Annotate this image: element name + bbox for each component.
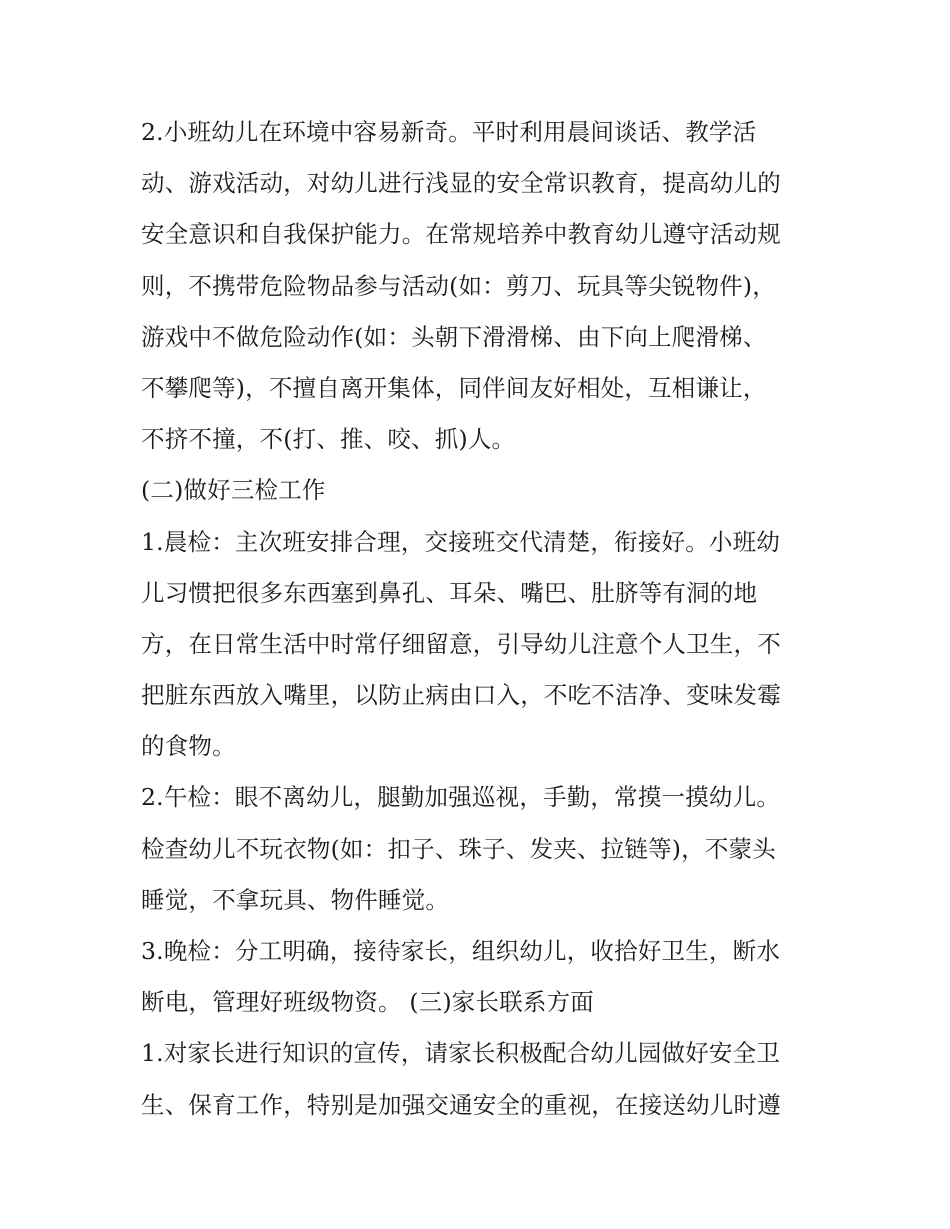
section-heading: (二)做好三检工作 [141,476,326,505]
text-line: 检查幼儿不玩衣物(如：扣子、珠子、发夹、拉链等)，不蒙头 [141,834,776,863]
document-body [141,107,821,1131]
text-line: 2.午检：眼不离幼儿，腿勤加强巡视，手勤，常摸一摸幼儿。 [141,783,781,812]
text-line: 的食物。 [141,732,236,761]
text-line: 方，在日常生活中时常仔细留意，引导幼儿注意个人卫生，不 [141,629,781,658]
text-line: 不挤不撞，不(打、推、咬、抓)人。 [141,425,516,454]
text-line: 把脏东西放入嘴里，以防止病由口入，不吃不洁净、变味发霉 [141,681,781,710]
text-line: 动、游戏活动，对幼儿进行浅显的安全常识教育，提高幼儿的 [141,169,781,198]
text-line: 睡觉，不拿玩具、物件睡觉。 [141,885,450,914]
text-line: 安全意识和自我保护能力。在常规培养中教育幼儿遵守活动规 [141,220,781,249]
text-line: 2.小班幼儿在环境中容易新奇。平时利用晨间谈话、教学活 [141,118,757,146]
text-line: 则，不携带危险物品参与活动(如：剪刀、玩具等尖锐物件)， [141,271,776,300]
text-line: 游戏中不做危险动作(如：头朝下滑滑梯、由下向上爬滑梯、 [141,322,767,351]
text-line: 1.晨检：主次班安排合理，交接班交代清楚，衔接好。小班幼 [141,527,781,556]
text-line: 断电，管理好班级物资。 (三)家长联系方面 [141,988,595,1017]
text-line: 儿习惯把很多东西塞到鼻孔、耳朵、嘴巴、肚脐等有洞的地 [141,578,758,607]
text-line: 不攀爬等)，不擅自离开集体，同伴间友好相处，互相谦让， [141,373,767,402]
text-line: 生、保育工作，特别是加强交通安全的重视，在接送幼儿时遵 [141,1090,781,1119]
text-line: 1.对家长进行知识的宣传，请家长积极配合幼儿园做好安全卫 [141,1039,781,1068]
text-line: 3.晚检：分工明确，接待家长，组织幼儿，收拾好卫生，断水 [141,937,781,965]
